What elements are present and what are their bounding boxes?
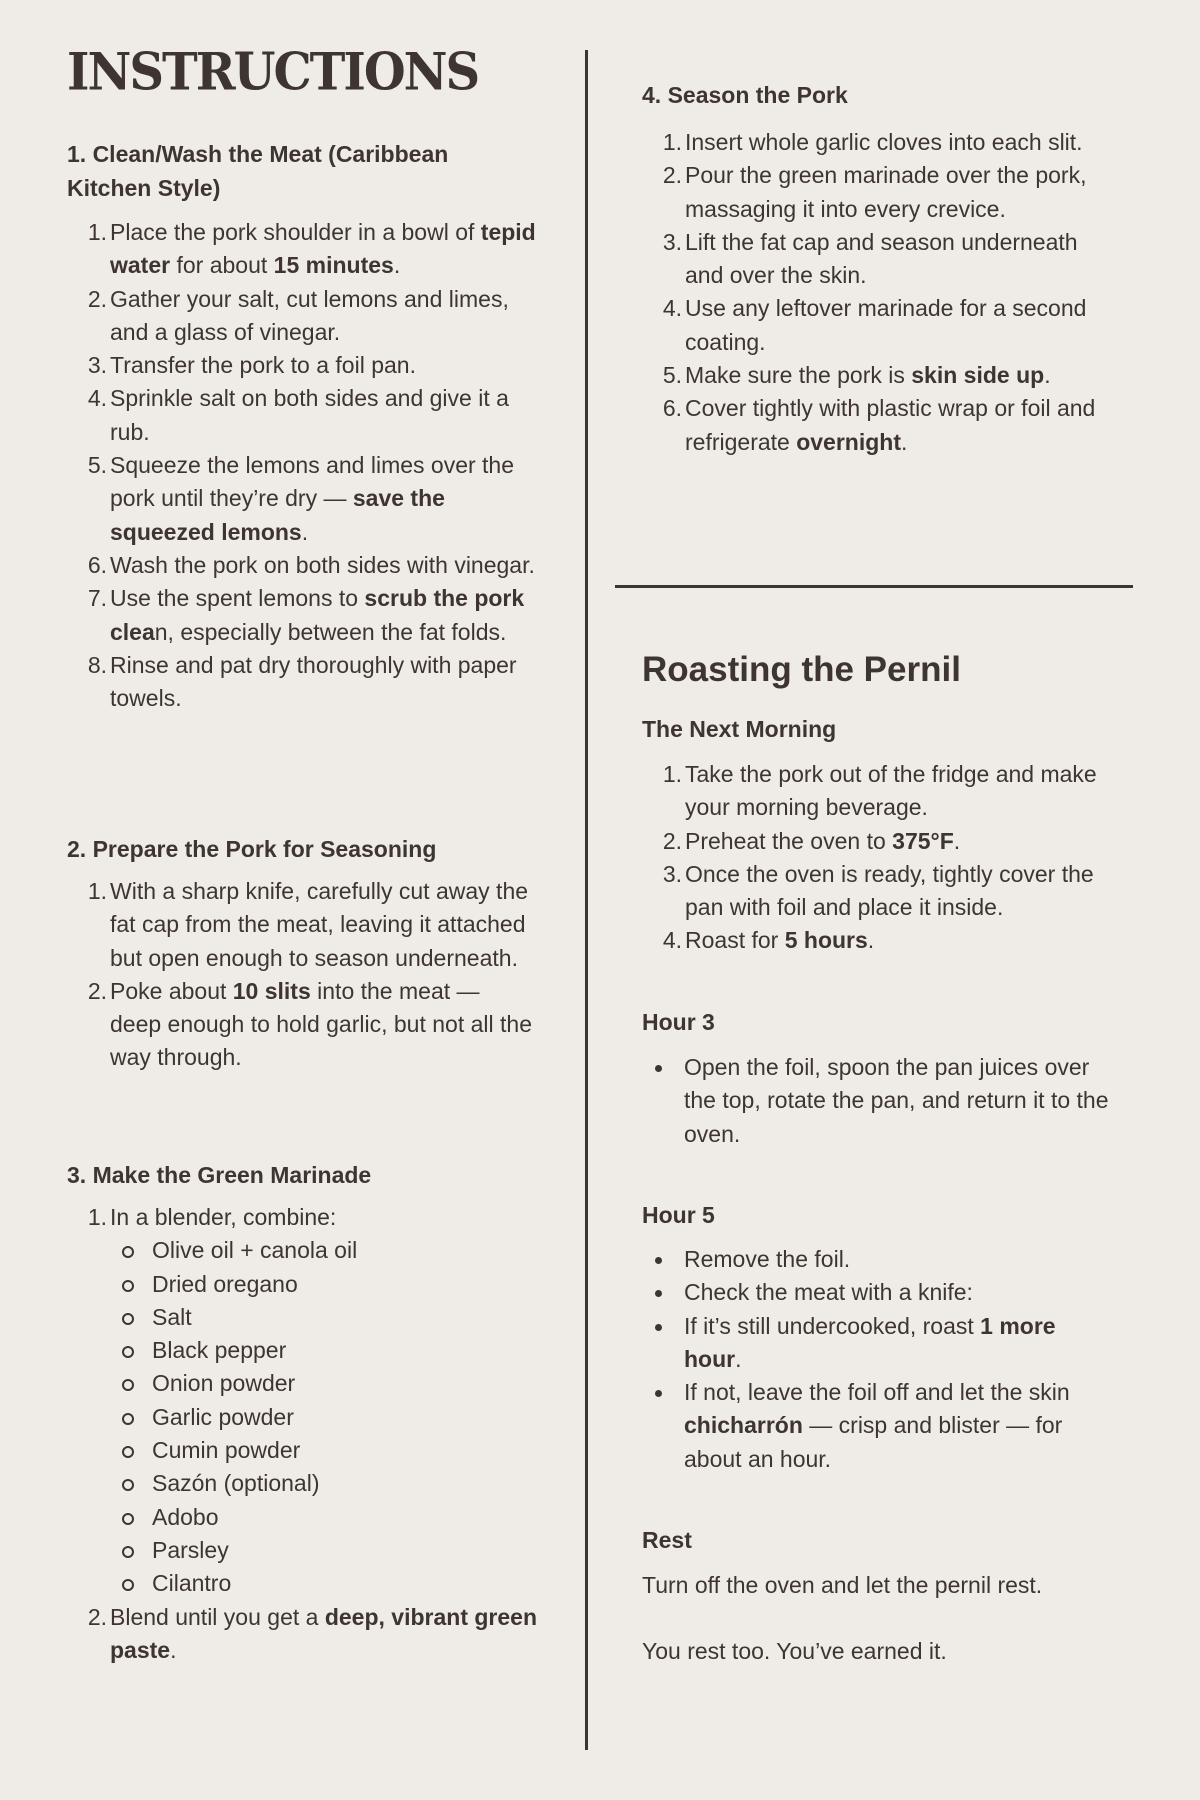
page-title: INSTRUCTIONS bbox=[67, 42, 479, 103]
ingredient-item: Cumin powder bbox=[110, 1434, 537, 1467]
clean-steps bbox=[67, 216, 537, 715]
ingredient-item: Sazón (optional) bbox=[110, 1467, 537, 1500]
list-item: Take the pork out of the fridge and make your morning beverage. bbox=[685, 761, 1097, 821]
roasting-title: Roasting the Pernil bbox=[642, 650, 961, 689]
section-heading-morning: The Next Morning bbox=[642, 716, 837, 742]
section-heading-marinade: 3. Make the Green Marinade bbox=[67, 1162, 372, 1188]
morning-steps bbox=[642, 758, 1112, 958]
list-item: Make sure the pork is skin side up. bbox=[685, 362, 1051, 389]
ingredient-item: Dried oregano bbox=[110, 1268, 537, 1301]
list-item: Place the pork shoulder in a bowl of tepid water for about 15 minutes. bbox=[110, 219, 536, 279]
ingredient-list bbox=[110, 1234, 537, 1600]
season-steps bbox=[642, 126, 1102, 459]
list-item: Remove the foil. bbox=[642, 1243, 1112, 1276]
column-divider bbox=[585, 50, 588, 1750]
list-item: Check the meat with a knife: bbox=[642, 1276, 1112, 1309]
marinade-steps bbox=[67, 1201, 537, 1667]
list-item: Open the foil, spoon the pan juices over the top, rotate the pan, and return it to the oven. bbox=[642, 1051, 1112, 1151]
section-heading-prepare: 2. Prepare the Pork for Seasoning bbox=[67, 836, 437, 862]
section-heading-rest: Rest bbox=[642, 1527, 692, 1553]
rest-text-2: You rest too. You’ve earned it. bbox=[642, 1638, 947, 1664]
list-item: Gather your salt, cut lemons and limes, and a glass of vinegar. bbox=[110, 285, 509, 345]
ingredient-item: Adobo bbox=[110, 1501, 537, 1534]
list-item: Cover tightly with plastic wrap or foil and refrigerate overnight. bbox=[685, 395, 1096, 455]
list-item: Transfer the pork to a foil pan. bbox=[110, 352, 416, 379]
list-item: Preheat the oven to 375°F. bbox=[685, 827, 961, 854]
list-item: Poke about 10 slits into the meat — deep enough to hold garlic, but not all the way through. bbox=[110, 977, 532, 1071]
list-item: Rinse and pat dry thoroughly with paper towels. bbox=[110, 651, 517, 712]
section-heading-hour3: Hour 3 bbox=[642, 1009, 715, 1035]
list-item: Blend until you get a deep, vibrant green paste. bbox=[110, 1603, 537, 1663]
section-heading-hour5: Hour 5 bbox=[642, 1202, 715, 1228]
list-item: If not, leave the foil off and let the skin chicharrón — crisp and blister — for about an hour. bbox=[642, 1376, 1112, 1476]
rest-text-1: Turn off the oven and let the pernil rest. bbox=[642, 1572, 1043, 1598]
prepare-steps bbox=[67, 875, 537, 1075]
list-item: With a sharp knife, carefully cut away the fat cap from the meat, leaving it attached but open enough to season underneath. bbox=[110, 878, 529, 971]
list-item: Pour the green marinade over the pork, massaging it into every crevice. bbox=[685, 162, 1087, 222]
ingredient-item: Onion powder bbox=[110, 1367, 537, 1400]
section-heading-season: 4. Season the Pork bbox=[642, 82, 848, 108]
ingredient-item: Cilantro bbox=[110, 1567, 537, 1600]
list-item: Use the spent lemons to scrub the pork clean, especially between the fat folds. bbox=[110, 585, 525, 645]
list-item: Sprinkle salt on both sides and give it a rub. bbox=[110, 385, 509, 445]
ingredient-item: Salt bbox=[110, 1301, 537, 1334]
section-heading-clean: 1. Clean/Wash the Meat (Caribbean Kitchen Style) bbox=[67, 141, 449, 201]
list-item: In a blender, combine: Olive oil + canola oil Dried oregano Salt Black pepper Onion powder Garlic powder Cumin powder Sazón (optional) Adobo Parsley Cilantro bbox=[67, 1201, 537, 1601]
ingredient-item: Olive oil + canola oil bbox=[110, 1234, 537, 1267]
list-item: Once the oven is ready, tightly cover the pan with foil and place it inside. bbox=[685, 860, 1094, 921]
list-item: Use any leftover marinade for a second coating. bbox=[685, 295, 1087, 355]
hour3-list bbox=[642, 1051, 1112, 1151]
ingredient-item: Parsley bbox=[110, 1534, 537, 1567]
hour5-list bbox=[642, 1243, 1112, 1476]
section-divider bbox=[615, 585, 1133, 588]
list-item: Wash the pork on both sides with vinegar. bbox=[110, 551, 535, 578]
list-item: Lift the fat cap and season underneath and over the skin. bbox=[685, 228, 1078, 289]
list-item: If it’s still undercooked, roast 1 more hour. bbox=[642, 1310, 1112, 1377]
ingredient-item: Garlic powder bbox=[110, 1401, 537, 1434]
list-item: Insert whole garlic cloves into each slit. bbox=[685, 129, 1083, 155]
list-item: Roast for 5 hours. bbox=[685, 927, 875, 954]
ingredient-item: Black pepper bbox=[110, 1334, 537, 1367]
list-item: Squeeze the lemons and limes over the pork until they’re dry — save the squeezed lemons. bbox=[110, 452, 515, 545]
